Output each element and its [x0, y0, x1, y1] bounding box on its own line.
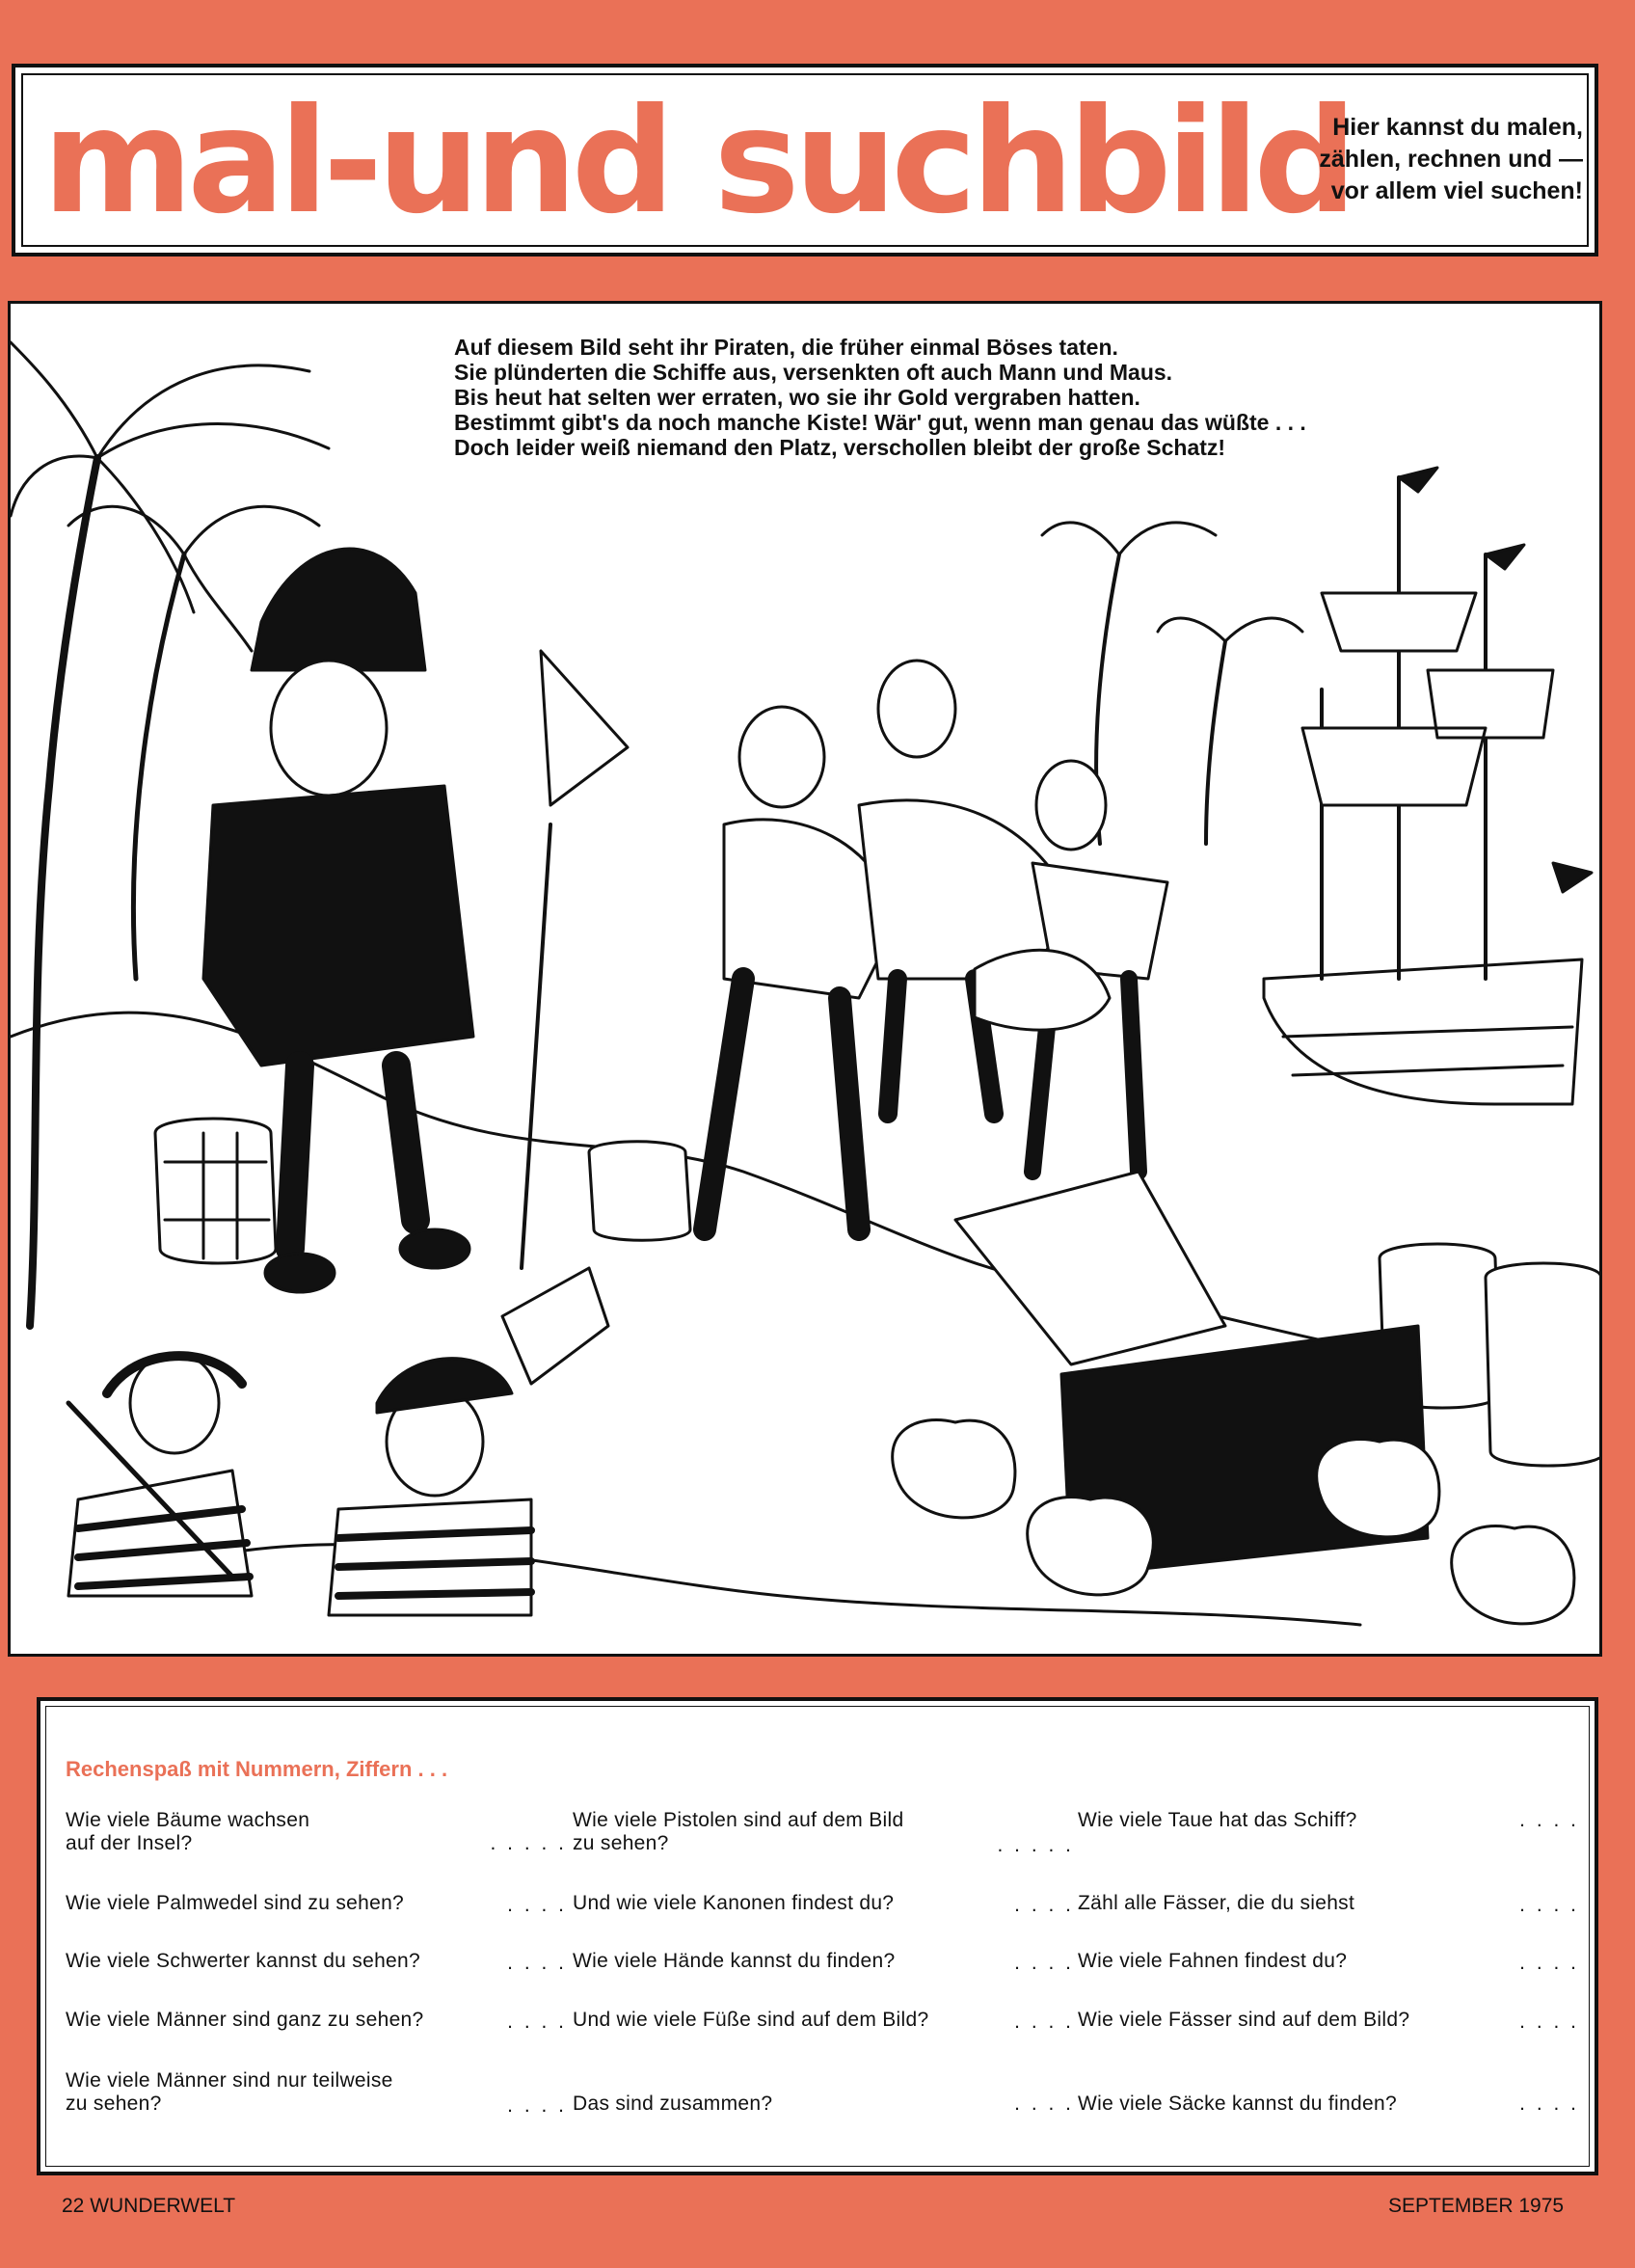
question-text: Und wie viele Füße sind auf dem Bild? [573, 2009, 929, 2031]
answer-blank: . . . . [1519, 2011, 1579, 2033]
answer-blank: . . . . [1014, 2092, 1074, 2115]
question-text: Wie viele Pistolen sind auf dem Bild zu sehen? [573, 1809, 904, 1854]
question-text: Das sind zusammen? [573, 2092, 773, 2115]
question-text: Wie viele Bäume wachsen auf der Insel? [66, 1809, 310, 1854]
question-item [1078, 1809, 1579, 1892]
quiz-box [37, 1697, 1598, 2175]
pirate-scene-drawing [11, 304, 1602, 1657]
question-item [573, 2069, 1074, 2150]
question-text: Wie viele Säcke kannst du finden? [1078, 2092, 1397, 2115]
question-item [1078, 2009, 1579, 2069]
question-item [573, 1809, 1074, 1892]
answer-blank: . . . . [507, 2011, 567, 2033]
tagline [1307, 112, 1583, 207]
question-text: Wie viele Männer sind nur teilweise zu sehen? [66, 2069, 393, 2115]
question-item [66, 1892, 567, 1950]
question-text: Wie viele Fahnen findest du? [1078, 1950, 1348, 1972]
question-text: Zähl alle Fässer, die du siehst [1078, 1892, 1355, 1914]
poem-line: Sie plünderten die Schiffe aus, versenkten oft auch Mann und Maus. [454, 360, 1173, 385]
tagline-line: Hier kannst du malen, [1332, 114, 1583, 141]
question-text: Wie viele Männer sind ganz zu sehen? [66, 2009, 424, 2031]
quiz-column-3 [1078, 1809, 1579, 2150]
question-item [66, 1950, 567, 2009]
quiz-column-1 [66, 1809, 567, 2127]
answer-blank: . . . . [507, 1894, 567, 1916]
poem-line: Bis heut hat selten wer erraten, wo sie ihr Gold vergraben hatten. [454, 385, 1140, 410]
tagline-line: zählen, rechnen und — [1319, 146, 1583, 173]
answer-blank: . . . . [507, 2094, 567, 2117]
answer-blank: . . . . . [490, 1832, 567, 1854]
question-item [573, 1950, 1074, 2009]
question-item [1078, 2069, 1579, 2150]
question-item [573, 2009, 1074, 2069]
question-item [1078, 1892, 1579, 1950]
page-title: mal-und suchbild [42, 78, 1352, 246]
answer-blank: . . . . [1519, 2092, 1579, 2115]
question-text: Und wie viele Kanonen findest du? [573, 1892, 895, 1914]
quiz-column-2 [573, 1809, 1074, 2150]
poem-line: Doch leider weiß niemand den Platz, verschollen bleibt der große Schatz! [454, 435, 1226, 460]
quiz-heading: Rechenspaß mit Nummern, Ziffern . . . [66, 1757, 448, 1781]
question-item [66, 2009, 567, 2069]
header-box [12, 64, 1598, 256]
answer-blank: . . . . [1519, 1809, 1579, 1831]
answer-blank: . . . . [1014, 1952, 1074, 1974]
answer-blank: . . . . [507, 1952, 567, 1974]
question-item [66, 1809, 567, 1892]
question-text: Wie viele Schwerter kannst du sehen? [66, 1950, 420, 1972]
issue-date-label: SEPTEMBER 1975 [1388, 2195, 1565, 2217]
question-text: Wie viele Hände kannst du finden? [573, 1950, 896, 1972]
question-item [66, 2069, 567, 2127]
answer-blank: . . . . [1014, 1894, 1074, 1916]
answer-blank: . . . . [1014, 2011, 1074, 2033]
tagline-line: vor allem viel suchen! [1330, 177, 1583, 204]
pirate-illustration [8, 301, 1602, 1657]
question-text: Wie viele Palmwedel sind zu sehen? [66, 1892, 405, 1914]
page-number-label: 22 WUNDERWELT [62, 2195, 236, 2217]
answer-blank: . . . . [1519, 1952, 1579, 1974]
answer-blank: . . . . . [997, 1834, 1074, 1856]
poem-text [454, 335, 1418, 460]
question-text: Wie viele Taue hat das Schiff? [1078, 1809, 1357, 1831]
question-text: Wie viele Fässer sind auf dem Bild? [1078, 2009, 1410, 2031]
question-item [573, 1892, 1074, 1950]
question-item [1078, 1950, 1579, 2009]
answer-blank: . . . . [1519, 1894, 1579, 1916]
poem-line: Auf diesem Bild seht ihr Piraten, die früher einmal Böses taten. [454, 335, 1118, 360]
poem-line: Bestimmt gibt's da noch manche Kiste! Wär' gut, wenn man genau das wüßte . . . [454, 410, 1306, 435]
